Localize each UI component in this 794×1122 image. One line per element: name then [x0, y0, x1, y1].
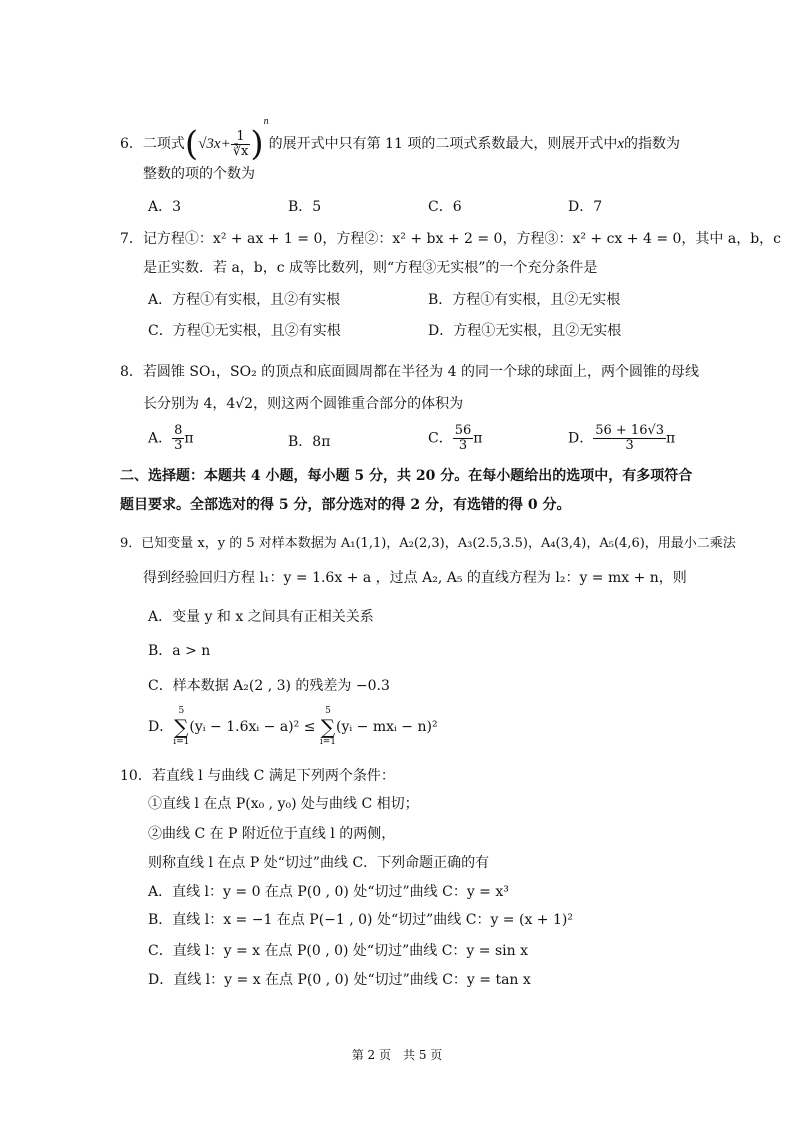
q9-sum-right-bottom: i=1 — [319, 737, 337, 747]
q6-text2: 的指数为 — [624, 136, 680, 152]
q10-line1 — [120, 766, 395, 786]
q7-option-a: A．方程①有实根，且②有实根 — [148, 292, 341, 308]
q8-option-c-num: 56 — [454, 423, 472, 438]
q8-number: 8． — [120, 364, 143, 380]
q6-exponent: n — [263, 116, 269, 127]
q6-option-d: D．7 — [568, 199, 603, 215]
section2-instructions-line1: 二、选择题：本题共 4 小题，每小题 5 分，共 20 分。在每小题给出的选项中，有多项符合 — [120, 468, 693, 484]
q6-open-paren: ( — [184, 124, 199, 164]
page-footer: 第 2 页 共 5 页 — [351, 1048, 443, 1062]
q8-option-a-den: 3 — [174, 438, 183, 453]
q9-option-d-right: (yᵢ − mxᵢ − n)² — [336, 719, 438, 735]
q8-option-c-frac — [453, 424, 474, 453]
q8-option-d-frac — [593, 424, 666, 453]
q7-option-b: B．方程①有实根，且②无实根 — [428, 292, 621, 308]
q10-line2: ①直线 l 在点 P(x₀ , y₀) 处与曲线 C 相切； — [148, 796, 419, 812]
q7-line2: 是正实数．若 a，b，c 成等比数列，则“方程③无实根”的一个充分条件是 — [143, 260, 598, 276]
q9-number: 9． — [120, 536, 142, 551]
q6-sqrt3: √3 — [198, 136, 214, 152]
q9-line1 — [120, 534, 736, 554]
q10-number: 10． — [120, 768, 152, 784]
q8-option-a — [148, 424, 194, 453]
q10-line3: ②曲线 C 在 P 附近位于直线 l 的两侧， — [148, 826, 396, 842]
q10-line4: 则称直线 l 在点 P 处“切过”曲线 C．下列命题正确的有 — [148, 855, 490, 871]
q6-option-b: B．5 — [288, 199, 322, 215]
q8-option-a-pi: π — [184, 430, 194, 447]
q7-number: 7． — [120, 231, 143, 247]
sigma-icon: ∑ — [320, 715, 336, 739]
q7-option-c: C．方程①无实根，且②有实根 — [148, 323, 341, 339]
q9-option-b: B．a > n — [148, 643, 211, 659]
q8-option-d-pi: π — [666, 430, 676, 447]
q8-option-a-frac — [172, 424, 184, 453]
q6-plus: + — [220, 136, 231, 152]
q8-option-c-pi: π — [473, 430, 483, 447]
q10-option-a: A．直线 l：y = 0 在点 P(0 , 0) 处“切过”曲线 C：y = x³ — [148, 884, 509, 900]
q8-line1 — [120, 362, 699, 382]
q9-line2: 得到经验回归方程 l₁：y = 1.6x + a ，过点 A₂, A₅ 的直线方程为 l₂：y = mx + n，则 — [143, 570, 687, 586]
q6-line2: 整数的项的个数为 — [143, 166, 255, 182]
q9-sum-left — [173, 706, 189, 748]
q8-text1: 若圆锥 SO₁，SO₂ 的顶点和底面圆周都在半径为 4 的同一个球的球面上，两个圆锥的母线 — [142, 364, 699, 380]
q8-option-d-den: 3 — [625, 438, 634, 453]
q9-sum-right — [320, 706, 336, 748]
q6-x: x — [213, 136, 221, 152]
q6-number: 6． — [120, 136, 143, 152]
q6-frac-num: 1 — [231, 130, 251, 145]
q8-option-c-label: C． — [428, 430, 453, 447]
sigma-icon: ∑ — [174, 715, 189, 739]
q10-option-d: D．直线 l：y = x 在点 P(0 , 0) 处“切过”曲线 C：y = tan x — [148, 972, 531, 988]
q7-line1 — [120, 229, 781, 249]
q6-line1 — [120, 112, 680, 164]
q9-sum-right-top: 5 — [325, 706, 331, 716]
q9-option-d — [148, 706, 438, 748]
q8-option-d — [568, 424, 675, 453]
q6-var: x — [617, 136, 624, 152]
q9-sum-left-top: 5 — [178, 706, 185, 716]
q8-option-a-label: A． — [148, 430, 173, 447]
q10-option-b: B．直线 l：x = −1 在点 P(−1 , 0) 处“切过”曲线 C：y = (x + 1)² — [148, 912, 573, 928]
q6-fraction — [231, 130, 251, 159]
q7-text1: 记方程①：x² + ax + 1 = 0，方程②：x² + bx + 2 = 0，方程③：x² + cx + 4 = 0，其中 a，b，c — [142, 231, 782, 247]
q8-option-b: B．8π — [288, 434, 331, 450]
q6-option-c: C．6 — [428, 199, 462, 215]
q8-option-c — [428, 424, 482, 453]
q8-line2: 长分别为 4，4√2，则这两个圆锥重合部分的体积为 — [143, 396, 464, 412]
q10-option-c: C．直线 l：y = x 在点 P(0 , 0) 处“切过”曲线 C：y = sin x — [148, 943, 528, 959]
q10-text1: 若直线 l 与曲线 C 满足下列两个条件： — [151, 768, 395, 784]
q8-option-c-den: 3 — [458, 438, 468, 453]
q9-text1: 已知变量 x，y 的 5 对样本数据为 A₁(1,1)，A₂(2,3)，A₃(2.5,3.5)，A₄(3,4)，A₅(4,6)，用最小二乘法 — [141, 536, 736, 551]
q8-option-d-num: 56 + 16√3 — [595, 423, 665, 438]
section2-instructions-line2: 题目要求。全部选对的得 5 分，部分选对的得 2 分，有选错的得 0 分。 — [120, 497, 571, 513]
q9-option-a: A．变量 y 和 x 之间具有正相关关系 — [148, 609, 374, 625]
q6-option-a: A．3 — [148, 199, 182, 215]
q6-frac-den: ∛x — [232, 143, 249, 159]
q9-sum-left-bottom: i=1 — [173, 737, 190, 747]
q8-option-a-num: 8 — [174, 423, 183, 438]
q9-option-d-left: (yᵢ − 1.6xᵢ − a)² ≤ — [189, 719, 316, 735]
q8-option-d-label: D． — [568, 430, 594, 447]
q6-prefix: 二项式 — [142, 136, 185, 152]
q9-option-d-label: D． — [148, 719, 174, 735]
q6-close-paren: ) — [250, 124, 264, 164]
q7-option-d: D．方程①无实根，且②无实根 — [428, 323, 622, 339]
q9-option-c: C．样本数据 A₂(2 , 3) 的残差为 −0.3 — [148, 678, 390, 694]
q6-text1: 的展开式中只有第 11 项的二项式系数最大，则展开式中 — [268, 136, 618, 152]
